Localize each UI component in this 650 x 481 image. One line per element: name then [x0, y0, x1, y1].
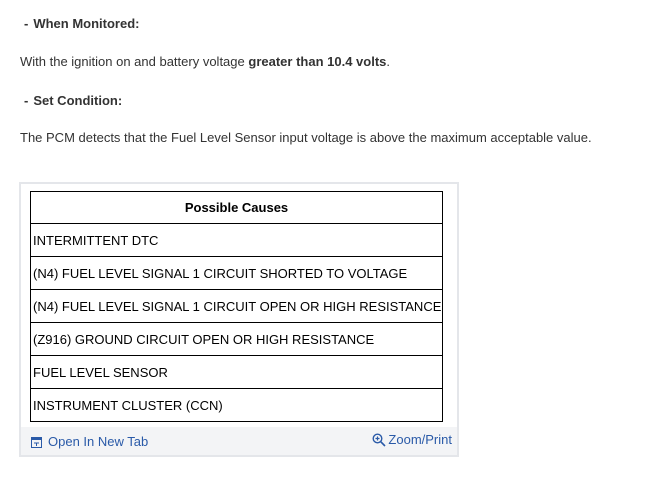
- table-row: [31, 323, 443, 356]
- bullet-dash: -: [24, 93, 29, 108]
- table-row: [31, 257, 443, 290]
- table-header: Possible Causes: [31, 192, 443, 224]
- when-monitored-text: [20, 54, 390, 69]
- cause-cell: (Z916) GROUND CIRCUIT OPEN OR HIGH RESISTANCE: [31, 323, 443, 356]
- when-monitored-heading-text: When Monitored:: [33, 16, 140, 31]
- when-monitored-text-end: .: [386, 54, 390, 69]
- table-row: [31, 356, 443, 389]
- set-condition-heading-text: Set Condition:: [33, 93, 123, 108]
- when-monitored-heading: [24, 16, 140, 31]
- bullet-dash: -: [24, 16, 29, 31]
- table-row: [31, 389, 443, 422]
- set-condition-text: The PCM detects that the Fuel Level Sensor input voltage is above the maximum acceptable value.: [20, 130, 592, 145]
- cause-cell: INTERMITTENT DTC: [31, 224, 443, 257]
- cause-cell: (N4) FUEL LEVEL SIGNAL 1 CIRCUIT SHORTED TO VOLTAGE: [31, 257, 443, 290]
- card-footer: [21, 427, 457, 455]
- voltage-threshold: greater than 10.4 volts: [248, 54, 387, 69]
- open-in-new-tab-link[interactable]: [31, 434, 148, 449]
- table-row: [31, 224, 443, 257]
- table-header-row: [31, 192, 443, 224]
- when-monitored-text-start: With the ignition on and battery voltage: [20, 54, 249, 69]
- zoom-print-label: Zoom/Print: [388, 432, 452, 447]
- possible-causes-card: [19, 182, 459, 457]
- open-new-tab-icon: [31, 436, 42, 447]
- possible-causes-table: [30, 191, 443, 422]
- cause-cell: INSTRUMENT CLUSTER (CCN): [31, 389, 443, 422]
- zoom-in-icon: [372, 433, 386, 447]
- table-row: [31, 290, 443, 323]
- zoom-print-link[interactable]: [372, 432, 452, 447]
- cause-cell: (N4) FUEL LEVEL SIGNAL 1 CIRCUIT OPEN OR HIGH RESISTANCE: [31, 290, 443, 323]
- set-condition-heading: [24, 93, 122, 108]
- cause-cell: FUEL LEVEL SENSOR: [31, 356, 443, 389]
- open-in-new-tab-label: Open In New Tab: [48, 434, 149, 449]
